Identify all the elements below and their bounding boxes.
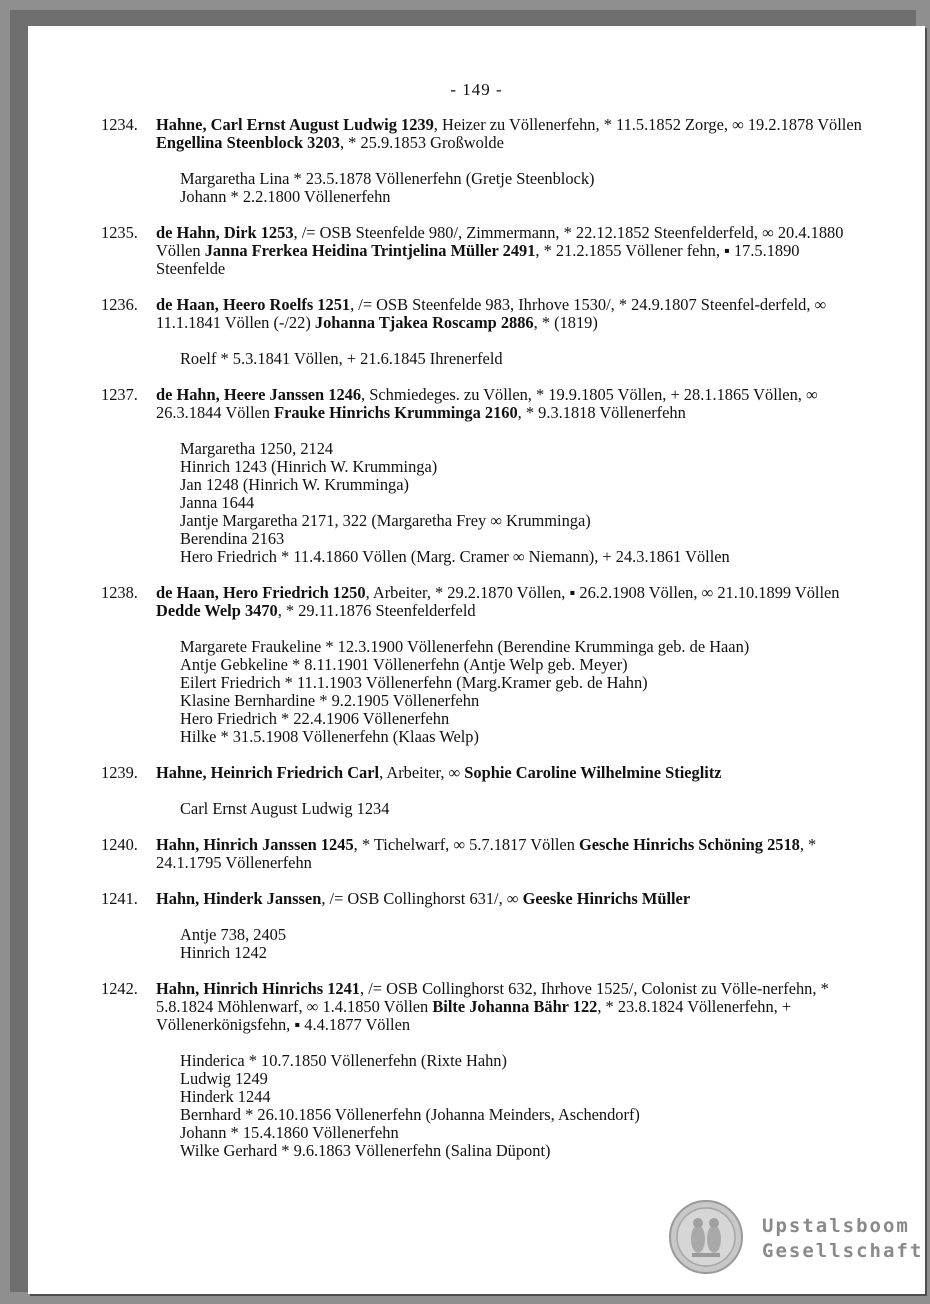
entry-detail: , Schmiedeges. zu Völlen, * 19.9.1805 Völlen, + 28.1.1865 Völlen, ∞ 26.3.1844 Völlen <box>156 385 818 422</box>
child-item: Bernhard * 26.10.1856 Völlenerfehn (Johanna Meinders, Aschendorf) <box>180 1105 640 1124</box>
child-item: Carl Ernst August Ludwig 1234 <box>180 799 390 818</box>
children-list <box>180 440 925 566</box>
page-number: - 149 - <box>450 80 503 99</box>
entry-detail: , * 21.2.1855 Völlener fehn, ▪ 17.5.1890 Steenfelde <box>156 241 800 278</box>
child-item: Margaretha 1250, 2124 <box>180 439 334 458</box>
entry-detail: , /= OSB Collinghorst 631/, ∞ <box>321 889 523 908</box>
seal-icon <box>668 1199 744 1275</box>
person-name: Engellina Steenblock 3203 <box>156 133 340 152</box>
person-name: Janna Frerkea Heidina Trintjelina Müller 2491 <box>204 241 536 260</box>
entry-detail: , /= OSB Collinghorst 632, Ihrhove 1525/, Colonist zu Völle-nerfehn, * 5.8.1824 Möhlenwarf, ∞ 1.4.1850 Völlen <box>156 979 829 1016</box>
child-item: Hero Friedrich * 22.4.1906 Völlenerfehn <box>180 709 450 728</box>
child-item: Hero Friedrich * 11.4.1860 Völlen (Marg. Cramer ∞ Niemann), + 24.3.1861 Völlen <box>180 547 730 566</box>
child-item: Roelf * 5.3.1841 Völlen, + 21.6.1845 Ihrenerfeld <box>180 349 503 368</box>
entry-text <box>156 890 868 908</box>
child-item: Hinderica * 10.7.1850 Völlenerfehn (Rixte Hahn) <box>180 1051 507 1070</box>
entry <box>28 386 925 566</box>
entry-text <box>156 386 868 422</box>
entry-text <box>156 584 868 620</box>
person-name: de Haan, Heero Roelfs 1251 <box>156 295 351 314</box>
upstalsboom-logo <box>668 1199 930 1279</box>
page-frame <box>10 10 924 1292</box>
entry-number: 1235. <box>101 223 138 242</box>
child-item: Jantje Margaretha 2171, 322 (Margaretha Frey ∞ Krumminga) <box>180 511 591 530</box>
child-item: Hinrich 1243 (Hinrich W. Krumminga) <box>180 457 438 476</box>
child-item: Antje 738, 2405 <box>180 925 287 944</box>
child-item: Margarete Fraukeline * 12.3.1900 Völlenerfehn (Berendine Krumminga geb. de Haan) <box>180 637 750 656</box>
entry-detail: , * 29.11.1876 Steenfelderfeld <box>277 601 476 620</box>
child-item: Johann * 2.2.1800 Völlenerfehn <box>180 187 391 206</box>
entry <box>28 836 925 872</box>
child-item: Berendina 2163 <box>180 529 285 548</box>
entry <box>28 980 925 1160</box>
entry-detail: , Arbeiter, ∞ <box>379 763 465 782</box>
logo-line-2: Gesellschaft <box>762 1240 924 1262</box>
person-name: Hahn, Hinrich Janssen 1245 <box>156 835 354 854</box>
children-list <box>180 1052 925 1160</box>
child-item: Janna 1644 <box>180 493 255 512</box>
person-name: Hahn, Hinderk Janssen <box>156 889 322 908</box>
person-name: Hahne, Heinrich Friedrich Carl <box>156 763 380 782</box>
entry-number: 1237. <box>101 385 138 404</box>
entry-detail: , * 24.1.1795 Völlenerfehn <box>156 835 817 872</box>
child-item: Ludwig 1249 <box>180 1069 268 1088</box>
entry-text <box>156 116 868 152</box>
entry-detail: , * 25.9.1853 Großwolde <box>339 133 504 152</box>
person-name: Bilte Johanna Bähr 122 <box>432 997 598 1016</box>
entry-detail: , * 23.8.1824 Völlenerfehn, + Völlenerkönigsfehn, ▪ 4.4.1877 Völlen <box>156 997 792 1034</box>
person-name: Sophie Caroline Wilhelmine Stieglitz <box>464 763 722 782</box>
child-item: Margaretha Lina * 23.5.1878 Völlenerfehn (Gretje Steenblock) <box>180 169 595 188</box>
person-name: Geeske Hinrichs Müller <box>522 889 691 908</box>
person-name: Dedde Welp 3470 <box>156 601 278 620</box>
child-item: Klasine Bernhardine * 9.2.1905 Völlenerfehn <box>180 691 480 710</box>
child-item: Eilert Friedrich * 11.1.1903 Völlenerfehn (Marg.Kramer geb. de Hahn) <box>180 673 648 692</box>
logo-line-1: Upstalsboom <box>762 1215 910 1237</box>
entry-number: 1241. <box>101 889 138 908</box>
entry-number: 1240. <box>101 835 138 854</box>
child-item: Wilke Gerhard * 9.6.1863 Völlenerfehn (Salina Düpont) <box>180 1141 551 1160</box>
entry-text <box>156 764 868 782</box>
entry <box>28 764 925 818</box>
person-name: de Hahn, Dirk 1253 <box>156 223 294 242</box>
person-name: Johanna Tjakea Roscamp 2886 <box>314 313 534 332</box>
entry-number: 1239. <box>101 763 138 782</box>
children-list <box>180 638 925 746</box>
person-name: Gesche Hinrichs Schöning 2518 <box>579 835 800 854</box>
document-page <box>28 26 925 1294</box>
entry <box>28 890 925 962</box>
entry-number: 1242. <box>101 979 138 998</box>
entry <box>28 116 925 206</box>
entry <box>28 224 925 278</box>
entry <box>28 296 925 368</box>
entry-detail: , /= OSB Steenfelde 983, Ihrhove 1530/, * 24.9.1807 Steenfel-derfeld, ∞ 11.1.1841 Völlen (-/22) <box>156 295 827 332</box>
person-name: Hahn, Hinrich Hinrichs 1241 <box>156 979 361 998</box>
child-item: Hinrich 1242 <box>180 943 267 962</box>
children-list <box>180 170 925 206</box>
entry-number: 1238. <box>101 583 138 602</box>
entry-number: 1234. <box>101 115 138 134</box>
person-name: Frauke Hinrichs Krumminga 2160 <box>274 403 518 422</box>
entry-text <box>156 980 868 1034</box>
child-item: Hilke * 31.5.1908 Völlenerfehn (Klaas Welp) <box>180 727 479 746</box>
entry-text <box>156 296 868 332</box>
entry-detail: , /= OSB Steenfelde 980/, Zimmermann, * 22.12.1852 Steenfelderfeld, ∞ 20.4.1880 Völlen <box>156 223 844 260</box>
entry-detail: , Heizer zu Völlenerfehn, * 11.5.1852 Zorge, ∞ 19.2.1878 Völlen <box>433 115 862 134</box>
entry-detail: , * Tichelwarf, ∞ 5.7.1817 Völlen <box>353 835 580 854</box>
entry-detail: , * 9.3.1818 Völlenerfehn <box>517 403 686 422</box>
child-item: Johann * 15.4.1860 Völlenerfehn <box>180 1123 399 1142</box>
child-item: Hinderk 1244 <box>180 1087 271 1106</box>
entry-detail: , Arbeiter, * 29.2.1870 Völlen, ▪ 26.2.1908 Völlen, ∞ 21.10.1899 Völlen <box>365 583 840 602</box>
entry-text <box>156 836 868 872</box>
child-item: Jan 1248 (Hinrich W. Krumminga) <box>180 475 409 494</box>
entry-text <box>156 224 868 278</box>
person-name: de Haan, Hero Friedrich 1250 <box>156 583 366 602</box>
genealogy-entries <box>28 116 925 1178</box>
child-item: Antje Gebkeline * 8.11.1901 Völlenerfehn (Antje Welp geb. Meyer) <box>180 655 628 674</box>
entry-detail: , * (1819) <box>533 313 598 332</box>
children-list <box>180 350 925 368</box>
children-list <box>180 926 925 962</box>
children-list <box>180 800 925 818</box>
person-name: Hahne, Carl Ernst August Ludwig 1239 <box>156 115 434 134</box>
person-name: de Hahn, Heere Janssen 1246 <box>156 385 362 404</box>
entry <box>28 584 925 746</box>
entry-number: 1236. <box>101 295 138 314</box>
